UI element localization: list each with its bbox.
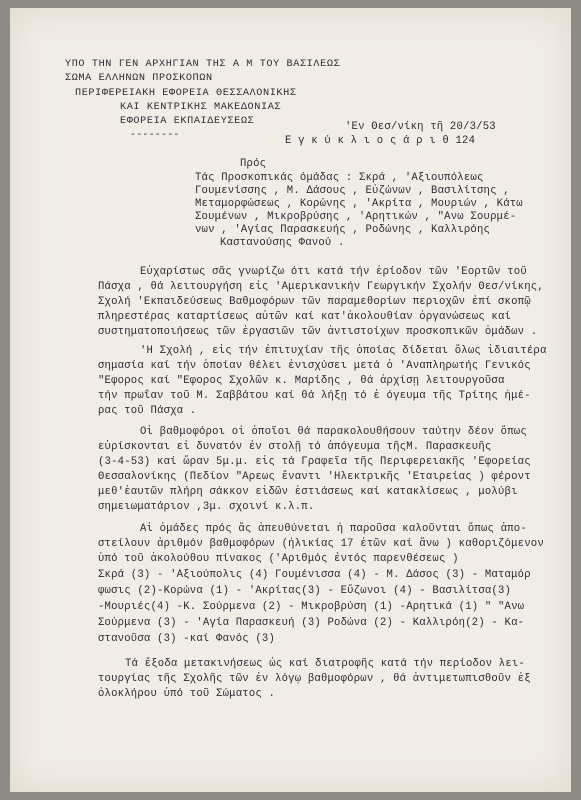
header-line-2: ΣΩΜΑ ΕΛΛΗΝΩΝ ΠΡΟΣΚΟΠΩΝ bbox=[65, 73, 213, 84]
paragraph-1-line: συστηματοποιήσεως τῶν ἐργασιῶν τῶν ἀντιστοίχων προσκοπικῶν ὁμάδων . bbox=[98, 326, 538, 338]
paragraph-1-line: πληρεστέρας καταρτίσεως αὐτῶν καί κατ'ἀκολουθίαν ὀργανώσεως καί bbox=[98, 311, 512, 323]
paragraph-1-line: Εὐχαρίστως σᾶς γνωρίζω ότι κατά τήν ἑρίοδον τῶν 'Εορτῶν τοῦ bbox=[140, 266, 527, 278]
paragraph-5-line: Τά ἔξοδα μετακινήσεως ὡς καί διατροφῆς κατά τήν περίοδον λει- bbox=[125, 658, 525, 670]
header-line-5: ΕΦΟΡΕΙΑ ΕΚΠΑΙΔΕΥΣΕΩΣ bbox=[120, 116, 255, 127]
paragraph-3-line: (3-4-53) καί ὥραν 5μ.μ. εἰς τά Γραφεῖα τῆς Περιφερειακῆς 'Εφορείας bbox=[98, 456, 531, 468]
paragraph-2-line: σημασία καί τήν ὁποίαν θέλει ἐνισχύσει μετά ὁ 'Αναπληρωτής Γενικός bbox=[98, 360, 531, 372]
paragraph-4-line: Αἱ ὁμάδες πρός ἅς ἀπευθύνεται ἡ παροῦσα καλοῦνται ὅπως ἀπο- bbox=[140, 523, 527, 535]
paragraph-3-line: μεθ'ἑαυτῶν πλήρη σάκκον εἰδῶν ἑστιάσεως καί κατακλίσεως , μολύβι bbox=[98, 486, 518, 498]
paragraph-2-line: "Εφορος καί "Εφορος Σχολῶν κ. Μαρίδης , θά ἀρχίσῃ λειτουργοῦσα bbox=[98, 375, 505, 387]
paragraph-3-line: εὑρίσκονται εἰ δυνατόν ἐν στολῇ τό ἀπόγευμα τῆςΜ. Παρασκευῆς bbox=[98, 441, 492, 453]
paragraph-4-line: φωσις (2)-Κορώνα (1) - 'Ακρίτας(3) - Εὔζωνοι (4) - Βασιλίτσα(3) bbox=[98, 585, 512, 597]
recipient-line: Τάς Προσκοπικάς όμάδας : Σκρά , 'Αξιουπόλεως bbox=[195, 172, 484, 184]
recipient-line: Γουμενίσσης , Μ. Δάσους , Εὐζώνων , Βασιλίτσης , bbox=[195, 185, 510, 197]
header-dashes: -------- bbox=[130, 130, 180, 141]
recipient-line: Μεταμορφώσεως , Κορώνης , 'Ακρίτα , Μουριών , Κάτω bbox=[195, 198, 523, 210]
paragraph-4-line: ὑπό τοῦ ἀκολούθου πίνακος ('Αριθμός ἐντός παρενθέσεως ) bbox=[98, 553, 459, 565]
recipient-line: Σουμένων , Μικροβρύσης , 'Αρητικών , "Ανω Σουρμέ- bbox=[195, 211, 517, 223]
header-line-3: ΠΕΡΙΦΕΡΕΙΑΚΗ ΕΦΟΡΕΙΑ ΘΕΣΣΑΛΟΝΙΚΗΣ bbox=[75, 88, 297, 99]
document-page bbox=[10, 8, 571, 792]
paragraph-5-line: ὁλοκλήρου ὑπό τοῦ Σώματος . bbox=[98, 688, 276, 700]
paragraph-5-line: τουργίας τῆς Σχολῆς τῶν ἐν λόγῳ βαθμοφόρων , θά ἀντιμετωπισθοῦν ἐξ bbox=[98, 673, 531, 685]
header-line-1: ΥΠΟ ΤΗΝ ΓΕΝ ΑΡΧΗΓΙΑΝ ΤΗΣ Α Μ ΤΟΥ ΒΑΣΙΛΕΩΣ bbox=[65, 59, 341, 70]
paragraph-2-line: τήν πρωΐαν τοῦ Μ. Σαββάτου καί θά λήξῃ τό ἑ όγευμα τῆς Τρίτης ἡμέ- bbox=[98, 390, 531, 402]
paragraph-1-line: Πάσχα , θά λειτουργήση εἰς 'Αμερικανικήν Γεωργικήν Σχολήν Θεσ/νίκης, bbox=[98, 281, 544, 293]
paragraph-2-line: ρας τοῦ Πάσχα . bbox=[98, 405, 197, 417]
paragraph-3-line: Οἱ βαθμοφόροι οἱ ὁποῖοι θά παρακολουθήσουν ταύτην δέον ὅπως bbox=[140, 426, 527, 438]
date-line: 'Εν Θεσ/νίκη τῆ 20/3/53 bbox=[345, 121, 496, 133]
circular-number: Ε γ κ ύ κ λ ι ο ς ά ρ ι θ 124 bbox=[285, 135, 476, 147]
recipient-line: νων , 'Αγίας Παρασκευής , Ροδώνης , Καλλιρόης bbox=[195, 224, 491, 236]
to-label: Πρός bbox=[240, 158, 267, 170]
paragraph-2-line: 'Η Σχολή , εἰς τήν ἐπιτυχίαν τῆς ὁποίας δίδεται ὅλως ἰδιαιτέρα bbox=[140, 345, 547, 357]
paragraph-1-line: Σχολή 'Εκπαιδεύσεως Βαθμοφόρων τῶν παραμεθορίων περιοχῶν ἐπί σκοπῷ bbox=[98, 296, 531, 308]
header-line-4: ΚΑΙ ΚΕΝΤΡΙΚΗΣ ΜΑΚΕΔΟΝΙΑΣ bbox=[120, 102, 282, 113]
paragraph-3-line: Θεσσαλονίκης (Πεδίον "Αρεως ἔναντι 'Ηλεκτρικῆς 'Εταιρείας ) φέροντ bbox=[98, 471, 531, 483]
paragraph-3-line: σημειωματάριον ,3μ. σχοινί κ.λ.π. bbox=[98, 501, 315, 513]
paragraph-4-line: στείλουν ἀριθμόν βαθμοφόρων (ἡλικίας 17 ἐτῶν καί ἄνω ) καθοριζόμενον bbox=[98, 538, 544, 550]
paragraph-4-line: στανοῦσα (3) -καί Φανός (3) bbox=[98, 633, 276, 645]
paragraph-4-line: Σούρμενα (3) - 'Αγία Παρασκευή (3) Ροδώνα (2) - Καλλιρόη(2) - Κα- bbox=[98, 617, 525, 629]
paragraph-4-line: -Μουριές(4) -Κ. Σούρμενα (2) - Μικροβρύση (1) -Αρητικά (1) " "Ανω bbox=[98, 601, 525, 613]
recipient-line: Καστανούσης Φανού . bbox=[220, 237, 345, 249]
paragraph-4-line: Σκρά (3) - 'Αξιούπολις (4) Γουμένισσα (4) - Μ. Δάσος (3) - Ματαμόρ bbox=[98, 569, 531, 581]
